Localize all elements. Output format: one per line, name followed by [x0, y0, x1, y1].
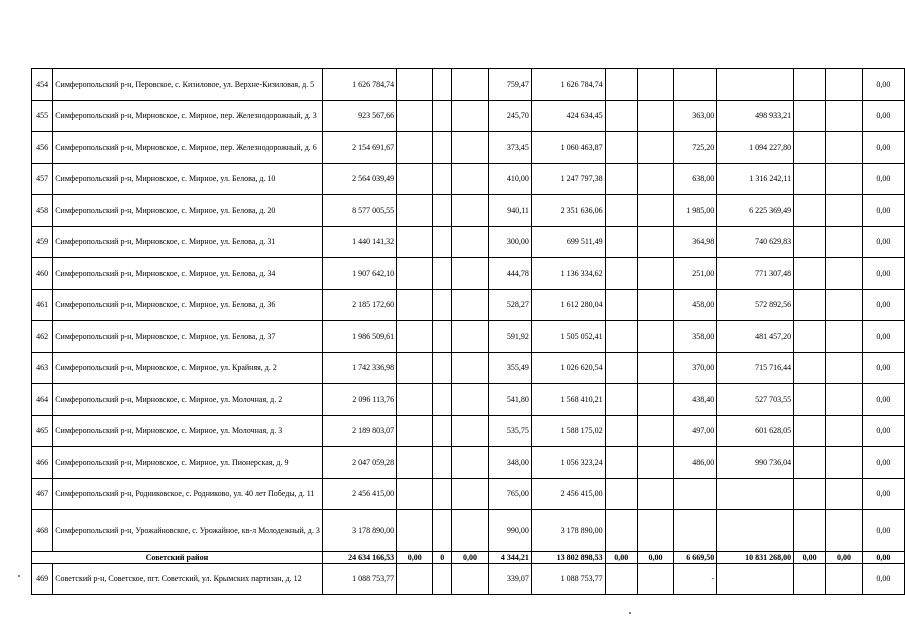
row-area-a: 591,92	[488, 321, 531, 353]
empty-cell	[826, 510, 862, 552]
empty-cell	[605, 101, 637, 132]
row-number: 455	[32, 101, 53, 132]
empty-cell	[637, 227, 673, 258]
row-area-b: 638,00	[674, 164, 717, 195]
empty-cell	[826, 195, 862, 227]
empty-cell	[605, 384, 637, 416]
empty-cell	[451, 564, 488, 595]
row-address: Симферопольский р-н, Мирновское, с. Мирное, ул. Белова, д. 34	[53, 258, 323, 290]
row-total: 2 185 172,60	[322, 290, 396, 321]
row-number: 460	[32, 258, 53, 290]
scan-speck	[18, 575, 20, 577]
empty-cell	[637, 290, 673, 321]
row-address: Симферопольский р-н, Родниковское, с. Родниково, ул. 40 лет Победы, д. 11	[53, 479, 323, 510]
empty-cell	[605, 195, 637, 227]
empty-cell	[433, 69, 451, 101]
row-last: 0,00	[862, 69, 904, 101]
empty-cell	[826, 353, 862, 384]
empty-cell	[637, 101, 673, 132]
table-row	[32, 227, 905, 258]
row-area-a: 245,70	[488, 101, 531, 132]
empty-cell	[826, 258, 862, 290]
empty-cell	[794, 258, 826, 290]
row-area-a: 355,49	[488, 353, 531, 384]
district-total-cost-a: 13 802 898,53	[531, 552, 605, 564]
row-cost-b: 990 736,04	[717, 447, 794, 479]
table-body-totals	[32, 552, 905, 595]
row-total: 8 577 005,55	[322, 195, 396, 227]
empty-cell	[826, 479, 862, 510]
empty-cell	[826, 416, 862, 447]
table-row	[32, 384, 905, 416]
row-number: 463	[32, 353, 53, 384]
row-number: 457	[32, 164, 53, 195]
empty-cell	[397, 510, 433, 552]
empty-cell	[451, 195, 488, 227]
row-cost-b	[717, 69, 794, 101]
empty-cell	[605, 447, 637, 479]
empty-cell	[794, 447, 826, 479]
row-last: 0,00	[862, 164, 904, 195]
row-cost-b: 481 457,20	[717, 321, 794, 353]
empty-cell	[397, 416, 433, 447]
row-total: 1 986 509,61	[322, 321, 396, 353]
row-cost-a: 1 568 410,21	[531, 384, 605, 416]
row-area-a: 348,00	[488, 447, 531, 479]
row-total: 2 154 691,67	[322, 132, 396, 164]
row-area-b: 458,00	[674, 290, 717, 321]
empty-cell	[605, 258, 637, 290]
row-cost-a: 1 626 784,74	[531, 69, 605, 101]
row-area-a: 373,45	[488, 132, 531, 164]
row-number: 458	[32, 195, 53, 227]
empty-cell	[433, 164, 451, 195]
row-address: Симферопольский р-н, Мирновское, с. Мирное, пер. Железнодорожный, д. 6	[53, 132, 323, 164]
table-row	[32, 164, 905, 195]
empty-cell	[637, 447, 673, 479]
row-cost-a: 1 612 280,04	[531, 290, 605, 321]
row-area-b: 725,20	[674, 132, 717, 164]
row-cost-b: 740 629,83	[717, 227, 794, 258]
row-cost-a: 3 178 890,00	[531, 510, 605, 552]
row-last: 0,00	[862, 353, 904, 384]
empty-cell	[717, 564, 794, 595]
row-address: Симферопольский р-н, Мирновское, с. Мирное, ул. Белова, д. 20	[53, 195, 323, 227]
row-last: 0,00	[862, 290, 904, 321]
empty-cell	[397, 258, 433, 290]
empty-cell	[794, 195, 826, 227]
table-row	[32, 132, 905, 164]
table-row	[32, 353, 905, 384]
register-table	[31, 68, 905, 595]
district-total-area-a: 4 344,21	[488, 552, 531, 564]
row-area-a: 940,11	[488, 195, 531, 227]
table-body-main	[32, 69, 905, 552]
empty-cell	[637, 564, 673, 595]
row-area-a: 541,80	[488, 384, 531, 416]
row-area-a: 300,00	[488, 227, 531, 258]
district-total-area-b: 6 669,50	[674, 552, 717, 564]
empty-cell	[605, 164, 637, 195]
district-total-last: 0,00	[862, 552, 904, 564]
empty-cell	[637, 132, 673, 164]
empty-cell	[794, 564, 826, 595]
table-row	[32, 195, 905, 227]
row-area-b: 358,00	[674, 321, 717, 353]
row-area-b: 370,00	[674, 353, 717, 384]
empty-cell	[433, 290, 451, 321]
table-row	[32, 101, 905, 132]
row-area-b: 363,00	[674, 101, 717, 132]
table-row	[32, 479, 905, 510]
row-total: 2 456 415,00	[322, 479, 396, 510]
district-total-cost-b: 10 831 268,00	[717, 552, 794, 564]
empty-cell	[794, 479, 826, 510]
row-cost-b: 1 316 242,11	[717, 164, 794, 195]
empty-cell	[397, 290, 433, 321]
row-last: 0,00	[862, 258, 904, 290]
row-area-a: 410,00	[488, 164, 531, 195]
empty-cell	[433, 132, 451, 164]
row-cost-a: 1 136 334,62	[531, 258, 605, 290]
empty-cell	[451, 510, 488, 552]
table-row	[32, 258, 905, 290]
table-row	[32, 69, 905, 101]
row-area-b: 1 985,00	[674, 195, 717, 227]
row-address: Симферопольский р-н, Мирновское, с. Мирное, ул. Молочная, д. 2	[53, 384, 323, 416]
row-area-b: 497,00	[674, 416, 717, 447]
empty-cell	[433, 101, 451, 132]
row-cost-a: 699 511,49	[531, 227, 605, 258]
table-row	[32, 290, 905, 321]
row-total: 1 626 784,74	[322, 69, 396, 101]
row-address: Симферопольский р-н, Мирновское, с. Мирное, ул. Молочная, д. 3	[53, 416, 323, 447]
empty-cell	[794, 227, 826, 258]
row-total: 2 189 803,07	[322, 416, 396, 447]
empty-cell	[794, 69, 826, 101]
district-total-sum: 24 634 166,53	[322, 552, 396, 564]
row-number: 456	[32, 132, 53, 164]
empty-cell	[397, 195, 433, 227]
empty-cell	[451, 479, 488, 510]
row-area-b: 364,98	[674, 227, 717, 258]
empty-cell	[451, 164, 488, 195]
row-total: 1 742 336,98	[322, 353, 396, 384]
row-cost-a: 2 456 415,00	[531, 479, 605, 510]
row-number: 464	[32, 384, 53, 416]
empty-cell	[451, 416, 488, 447]
row-cost-a: 424 634,45	[531, 101, 605, 132]
row-total: 1 088 753,77	[322, 564, 396, 595]
row-area-a: 444,78	[488, 258, 531, 290]
row-area-a: 759,47	[488, 69, 531, 101]
empty-cell	[397, 479, 433, 510]
row-cost-b: 6 225 369,49	[717, 195, 794, 227]
row-last: 0,00	[862, 510, 904, 552]
empty-cell	[397, 227, 433, 258]
empty-cell	[433, 227, 451, 258]
empty-cell	[605, 564, 637, 595]
row-total: 2 564 039,49	[322, 164, 396, 195]
row-cost-a: 1 247 797,38	[531, 164, 605, 195]
table-row	[32, 321, 905, 353]
row-number: 461	[32, 290, 53, 321]
empty-cell	[397, 132, 433, 164]
row-cost-b: 572 892,56	[717, 290, 794, 321]
empty-cell	[826, 564, 862, 595]
row-number: 459	[32, 227, 53, 258]
row-cost-b: 527 703,55	[717, 384, 794, 416]
empty-cell	[794, 384, 826, 416]
empty-cell	[433, 510, 451, 552]
empty-cell	[826, 69, 862, 101]
empty-cell	[451, 384, 488, 416]
empty-cell	[605, 416, 637, 447]
row-number: 466	[32, 447, 53, 479]
empty-cell	[397, 384, 433, 416]
row-last: 0,00	[862, 479, 904, 510]
district-total-cell: 0,00	[605, 552, 637, 564]
row-cost-a: 2 351 636,06	[531, 195, 605, 227]
row-total: 2 096 113,76	[322, 384, 396, 416]
row-number: 465	[32, 416, 53, 447]
empty-cell	[826, 164, 862, 195]
row-total: 1 907 642,10	[322, 258, 396, 290]
empty-cell	[826, 290, 862, 321]
empty-cell	[826, 321, 862, 353]
district-total-cell: 0	[433, 552, 451, 564]
empty-cell	[433, 384, 451, 416]
row-last: 0,00	[862, 416, 904, 447]
district-total-label: Советский район	[32, 552, 323, 564]
row-area-b: 486,00	[674, 447, 717, 479]
empty-cell	[397, 101, 433, 132]
empty-cell	[826, 384, 862, 416]
row-area-b: 251,00	[674, 258, 717, 290]
row-last: 0,00	[862, 132, 904, 164]
row-cost-b	[717, 510, 794, 552]
empty-cell	[826, 132, 862, 164]
empty-cell	[397, 564, 433, 595]
row-total: 1 440 141,32	[322, 227, 396, 258]
row-total: 2 047 059,28	[322, 447, 396, 479]
empty-cell	[637, 321, 673, 353]
empty-cell	[451, 227, 488, 258]
row-area-b	[674, 510, 717, 552]
empty-cell	[794, 510, 826, 552]
empty-cell	[637, 258, 673, 290]
row-last: 0,00	[862, 101, 904, 132]
row-address: Симферопольский р-н, Мирновское, с. Мирное, пер. Железнодорожный, д. 3	[53, 101, 323, 132]
row-number: 467	[32, 479, 53, 510]
row-address: Симферопольский р-н, Мирновское, с. Мирное, ул. Пионерская, д. 9	[53, 447, 323, 479]
empty-cell	[451, 132, 488, 164]
row-area-a: 765,00	[488, 479, 531, 510]
row-last: 0,00	[862, 227, 904, 258]
row-cost-b: 601 628,05	[717, 416, 794, 447]
empty-cell	[397, 164, 433, 195]
row-address: Симферопольский р-н, Мирновское, с. Мирное, ул. Белова, д. 37	[53, 321, 323, 353]
empty-cell	[794, 164, 826, 195]
empty-cell	[433, 416, 451, 447]
empty-cell	[433, 479, 451, 510]
row-cost-b	[717, 479, 794, 510]
table-row	[32, 416, 905, 447]
empty-cell	[794, 321, 826, 353]
empty-cell	[433, 564, 451, 595]
row-area-a: 535,75	[488, 416, 531, 447]
empty-cell	[826, 101, 862, 132]
empty-cell	[433, 321, 451, 353]
district-total-cell: 0,00	[826, 552, 862, 564]
empty-cell	[605, 510, 637, 552]
row-cost-b: 771 307,48	[717, 258, 794, 290]
district-total-row	[32, 552, 905, 564]
row-address: Симферопольский р-н, Мирновское, с. Мирное, ул. Белова, д. 36	[53, 290, 323, 321]
row-total: 3 178 890,00	[322, 510, 396, 552]
row-area-a: 990,00	[488, 510, 531, 552]
row-cost-a: 1 505 052,41	[531, 321, 605, 353]
empty-cell	[605, 69, 637, 101]
row-address: Советский р-н, Советское, пгт. Советский, ул. Крымских партизан, д. 12	[53, 564, 323, 595]
empty-cell	[397, 321, 433, 353]
row-cost-a: 1 088 753,77	[531, 564, 605, 595]
row-cost-b: 1 094 227,80	[717, 132, 794, 164]
row-number: 462	[32, 321, 53, 353]
empty-cell	[637, 384, 673, 416]
row-area-a: 339,07	[488, 564, 531, 595]
empty-cell	[637, 479, 673, 510]
row-address: Симферопольский р-н, Мирновское, с. Мирное, ул. Белова, д. 31	[53, 227, 323, 258]
row-area-b	[674, 479, 717, 510]
empty-cell	[451, 447, 488, 479]
row-cost-a: 1 060 463,87	[531, 132, 605, 164]
empty-cell	[637, 416, 673, 447]
empty-cell	[637, 69, 673, 101]
district-total-cell: 0,00	[397, 552, 433, 564]
empty-cell	[794, 353, 826, 384]
row-last: 0,00	[862, 384, 904, 416]
empty-cell	[397, 353, 433, 384]
empty-cell	[826, 227, 862, 258]
district-total-cell: 0,00	[794, 552, 826, 564]
row-cost-a: 1 026 620,54	[531, 353, 605, 384]
empty-cell	[637, 353, 673, 384]
scan-speck	[629, 612, 631, 614]
row-cost-a: 1 588 175,02	[531, 416, 605, 447]
empty-cell	[451, 258, 488, 290]
district-total-cell: 0,00	[637, 552, 673, 564]
row-last: 0,00	[862, 447, 904, 479]
empty-cell	[794, 416, 826, 447]
empty-cell	[433, 353, 451, 384]
empty-cell	[826, 447, 862, 479]
empty-cell	[605, 290, 637, 321]
empty-cell	[637, 195, 673, 227]
row-last: 0,00	[862, 195, 904, 227]
empty-cell	[605, 321, 637, 353]
row-cost-b: 498 933,21	[717, 101, 794, 132]
row-cost-b: 715 716,44	[717, 353, 794, 384]
row-area-b: 438,40	[674, 384, 717, 416]
row-last: 0,00	[862, 564, 904, 595]
empty-cell	[605, 227, 637, 258]
empty-cell	[433, 258, 451, 290]
row-last: 0,00	[862, 321, 904, 353]
empty-cell	[451, 101, 488, 132]
empty-cell	[605, 353, 637, 384]
table-row	[32, 447, 905, 479]
row-address: Симферопольский р-н, Перовское, с. Кизиловое, ул. Верхне-Кизиловая, д. 5	[53, 69, 323, 101]
table-row	[32, 510, 905, 552]
row-address: Симферопольский р-н, Мирновское, с. Мирное, ул. Белова, д. 10	[53, 164, 323, 195]
empty-cell	[397, 447, 433, 479]
row-area-a: 528,27	[488, 290, 531, 321]
empty-cell	[794, 290, 826, 321]
empty-cell	[794, 101, 826, 132]
empty-cell	[637, 510, 673, 552]
row-cost-a: 1 056 323,24	[531, 447, 605, 479]
row-total: 923 567,66	[322, 101, 396, 132]
empty-cell	[433, 447, 451, 479]
empty-cell	[794, 132, 826, 164]
empty-cell	[451, 69, 488, 101]
empty-cell	[451, 290, 488, 321]
empty-cell	[605, 479, 637, 510]
row-address: Симферопольский р-н, Мирновское, с. Мирное, ул. Крайняя, д. 2	[53, 353, 323, 384]
district-total-cell: 0,00	[451, 552, 488, 564]
row-number: 454	[32, 69, 53, 101]
empty-cell	[451, 321, 488, 353]
empty-cell	[433, 195, 451, 227]
empty-cell	[605, 132, 637, 164]
table-row	[32, 564, 905, 595]
row-number: 468	[32, 510, 53, 552]
empty-cell	[397, 69, 433, 101]
row-area-b	[674, 69, 717, 101]
empty-cell	[637, 164, 673, 195]
empty-cell	[451, 353, 488, 384]
row-number: 469	[32, 564, 53, 595]
row-address: Симферопольский р-н, Урожайновское, с. Урожайное, кв-л Молодежный, д. 3	[53, 510, 323, 552]
row-area-b: -	[674, 564, 717, 595]
